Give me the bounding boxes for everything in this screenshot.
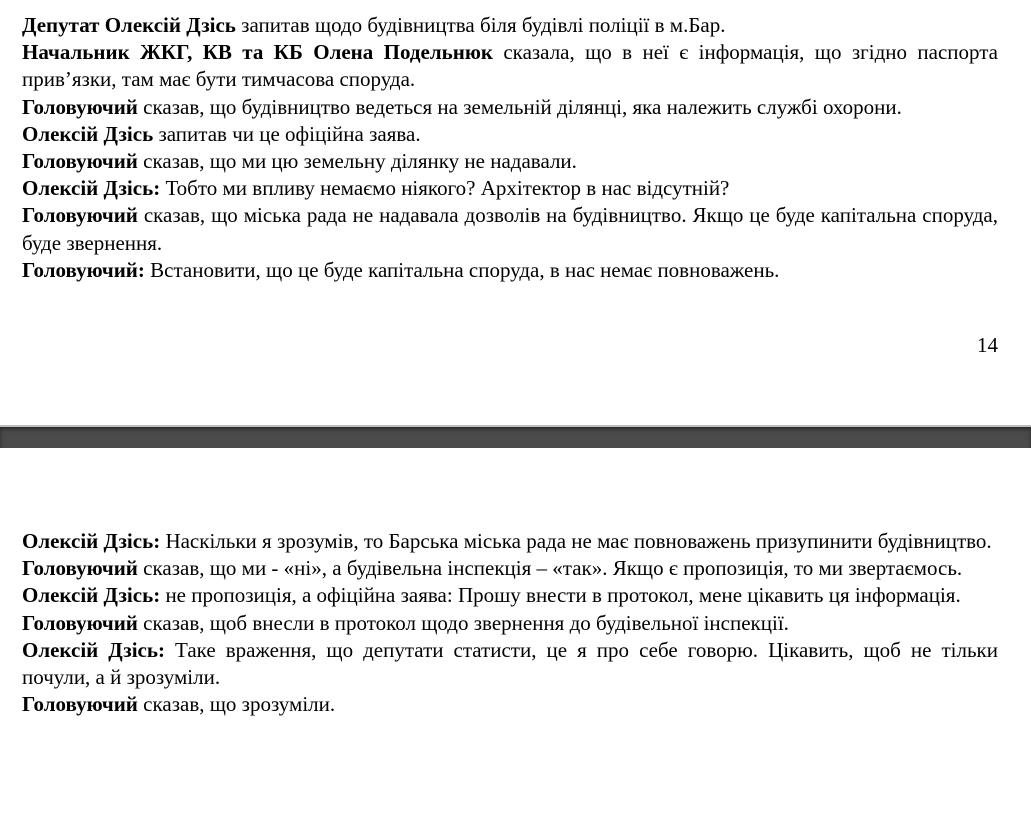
paragraph bbox=[22, 175, 998, 202]
paragraph-text: не пропозиція, а офіційна заява: Прошу внести в протокол, мене цікавить ця інформація. bbox=[160, 583, 961, 608]
speaker-name: Головуючий bbox=[22, 556, 138, 581]
page-number: 14 bbox=[977, 333, 998, 357]
paragraph-text: сказав, що зрозуміли. bbox=[137, 692, 336, 717]
paragraph-text: Встановити, що це буде капітальна споруда, в нас немає повноважень. bbox=[144, 257, 780, 282]
paragraph bbox=[22, 257, 998, 284]
paragraph-text: Наскільки я зрозумів, то Барська міська рада не має повноважень призупинити будівництво. bbox=[160, 529, 992, 553]
page-separator-edge bbox=[0, 425, 1031, 427]
paragraph bbox=[22, 12, 998, 39]
paragraph bbox=[22, 121, 998, 148]
speaker-name: Депутат Олексій Дзісь bbox=[22, 13, 236, 37]
speaker-name: Олексій Дзісь: bbox=[22, 583, 161, 608]
speaker-name: Олексій Дзісь: bbox=[22, 529, 161, 553]
speaker-name: Головуючий bbox=[22, 692, 138, 717]
paragraph bbox=[22, 637, 998, 691]
paragraph bbox=[22, 94, 998, 121]
page-separator bbox=[0, 425, 1031, 448]
speaker-name: Олексій Дзісь: bbox=[22, 176, 161, 201]
paragraph-text: сказав, що будівництво ведеться на земельній ділянці, яка належить службі охорони. bbox=[137, 94, 902, 119]
paragraph bbox=[22, 691, 998, 718]
speaker-name: Головуючий bbox=[22, 203, 138, 228]
speaker-name: Головуючий bbox=[22, 149, 138, 174]
paragraph-text: сказав, що міська рада не надавала дозволів на будівництво. Якщо це буде капітальна споруда, буде звернення. bbox=[22, 203, 998, 255]
speaker-name: Головуючий bbox=[22, 610, 138, 635]
page-top-text bbox=[22, 12, 998, 284]
paragraph-text: сказав, що ми цю земельну ділянку не надавали. bbox=[137, 149, 577, 174]
paragraph-text: сказав, щоб внесли в протокол щодо звернення до будівельної інспекції. bbox=[137, 610, 789, 635]
speaker-name: Олексій Дзісь: bbox=[22, 637, 165, 662]
paragraph bbox=[22, 148, 998, 175]
paragraph bbox=[22, 555, 998, 582]
speaker-name: Начальник ЖКГ, КВ та КБ Олена Подельнюк bbox=[22, 40, 493, 65]
paragraph bbox=[22, 528, 998, 555]
paragraph bbox=[22, 610, 998, 637]
speaker-name: Головуючий bbox=[22, 94, 138, 119]
paragraph-text: сказала, що в неї є інформація, що згідно паспорта прив’язки, там має бути тимчасова споруда. bbox=[22, 40, 998, 92]
paragraph-text: Тобто ми впливу немаємо ніякого? Архітектор в нас відсутній? bbox=[160, 176, 730, 201]
paragraph bbox=[22, 202, 998, 256]
paragraph-text: запитав чи це офіційна заява. bbox=[153, 121, 421, 146]
page-bottom-text bbox=[22, 528, 998, 718]
paragraph bbox=[22, 582, 998, 609]
paragraph-text: Таке враження, що депутати статисти, це я про себе говорю. Цікавить, щоб не тільки почули, а й зрозуміли. bbox=[22, 637, 998, 690]
speaker-name: Головуючий: bbox=[22, 257, 145, 282]
document-page-bottom bbox=[0, 448, 1031, 822]
paragraph bbox=[22, 39, 998, 93]
paragraph-text: запитав щодо будівництва біля будівлі поліції в м.Бар. bbox=[235, 13, 726, 37]
paragraph-text: сказав, що ми - «ні», а будівельна інспекція – «так». Якщо є пропозиція, то ми звертаємось. bbox=[137, 556, 963, 581]
speaker-name: Олексій Дзісь bbox=[22, 121, 154, 146]
